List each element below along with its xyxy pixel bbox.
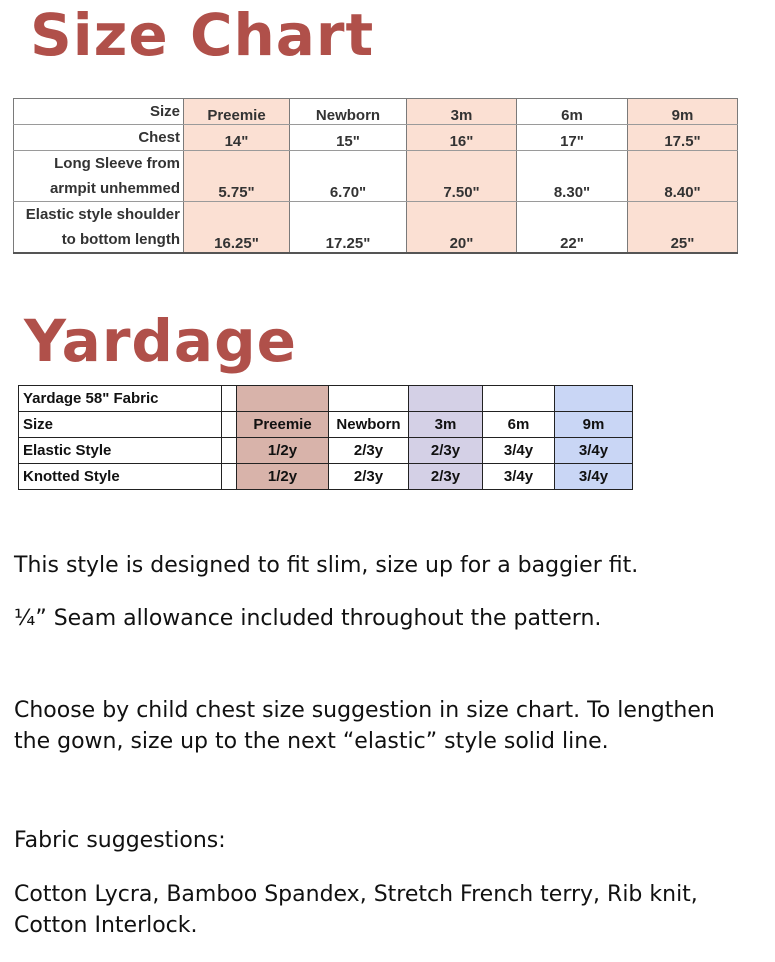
row-label: Size [14, 99, 184, 125]
table-cell: 6m [517, 99, 628, 125]
table-cell: Newborn [329, 412, 409, 438]
size-chart-table [13, 98, 738, 254]
fabric-list [14, 879, 698, 941]
table-cell: 8.30" [517, 151, 628, 202]
table-cell: 14" [184, 125, 290, 151]
table-cell [329, 386, 409, 412]
size-chart-row-elastic-length [14, 202, 738, 254]
size-chart-row-chest [14, 125, 738, 151]
size-chart-row-long-sleeve [14, 151, 738, 202]
seam-note: ¼” Seam allowance included throughout the pattern. [14, 606, 602, 631]
table-cell: Preemie [237, 412, 329, 438]
size-chart-heading: Size Chart [30, 1, 375, 69]
table-cell: 8.40" [628, 151, 738, 202]
row-label-line: to bottom length [61, 231, 180, 248]
row-label: Size [19, 412, 222, 438]
yardage-row-size [19, 412, 633, 438]
table-cell: 2/3y [409, 464, 483, 490]
table-cell: 15" [290, 125, 407, 151]
fabric-heading: Fabric suggestions: [14, 828, 226, 853]
size-chart-row-size [14, 99, 738, 125]
table-cell [409, 386, 483, 412]
table-cell [237, 386, 329, 412]
table-cell: Newborn [290, 99, 407, 125]
sizing-note-line: Choose by child chest size suggestion in size chart. To lengthen [14, 698, 715, 723]
table-cell: 17.5" [628, 125, 738, 151]
table-cell [555, 386, 633, 412]
table-cell: 2/3y [409, 438, 483, 464]
row-label-line: Long Sleeve from [54, 155, 180, 172]
table-cell: 16" [407, 125, 517, 151]
table-cell: 1/2y [237, 438, 329, 464]
table-cell: 5.75" [184, 151, 290, 202]
table-cell: 3m [407, 99, 517, 125]
table-cell: 17.25" [290, 202, 407, 254]
row-label: Elastic Style [19, 438, 222, 464]
sizing-note [14, 695, 715, 757]
spacer-cell [222, 386, 237, 412]
table-cell: 17" [517, 125, 628, 151]
table-cell: 6m [483, 412, 555, 438]
table-cell: 20" [407, 202, 517, 254]
table-cell: 6.70" [290, 151, 407, 202]
table-cell: 25" [628, 202, 738, 254]
table-cell: 3/4y [483, 464, 555, 490]
yardage-row-knotted [19, 464, 633, 490]
spacer-cell [222, 412, 237, 438]
row-label: Chest [14, 125, 184, 151]
yardage-row-fabric [19, 386, 633, 412]
fabric-list-line: Cotton Lycra, Bamboo Spandex, Stretch French terry, Rib knit, [14, 882, 698, 907]
spacer-cell [222, 438, 237, 464]
table-cell: 1/2y [237, 464, 329, 490]
table-cell: 2/3y [329, 464, 409, 490]
table-cell: 9m [628, 99, 738, 125]
yardage-row-elastic [19, 438, 633, 464]
row-label [14, 151, 184, 202]
row-label-line: armpit unhemmed [49, 180, 180, 197]
table-cell: 3/4y [555, 464, 633, 490]
row-label [14, 202, 184, 254]
row-label: Yardage 58" Fabric [19, 386, 222, 412]
row-label: Knotted Style [19, 464, 222, 490]
yardage-heading: Yardage [24, 307, 297, 375]
fabric-list-line: Cotton Interlock. [14, 913, 198, 938]
yardage-table [18, 385, 633, 490]
table-cell: 22" [517, 202, 628, 254]
table-cell: 7.50" [407, 151, 517, 202]
table-cell: 16.25" [184, 202, 290, 254]
sizing-note-line: the gown, size up to the next “elastic” style solid line. [14, 729, 609, 754]
row-label-line: Elastic style shoulder [25, 206, 180, 223]
table-cell: 9m [555, 412, 633, 438]
table-cell [483, 386, 555, 412]
table-cell: 3m [409, 412, 483, 438]
fit-note: This style is designed to fit slim, size up for a baggier fit. [14, 553, 639, 578]
spacer-cell [222, 464, 237, 490]
table-cell: 3/4y [555, 438, 633, 464]
table-cell: 3/4y [483, 438, 555, 464]
table-cell: Preemie [184, 99, 290, 125]
table-cell: 2/3y [329, 438, 409, 464]
